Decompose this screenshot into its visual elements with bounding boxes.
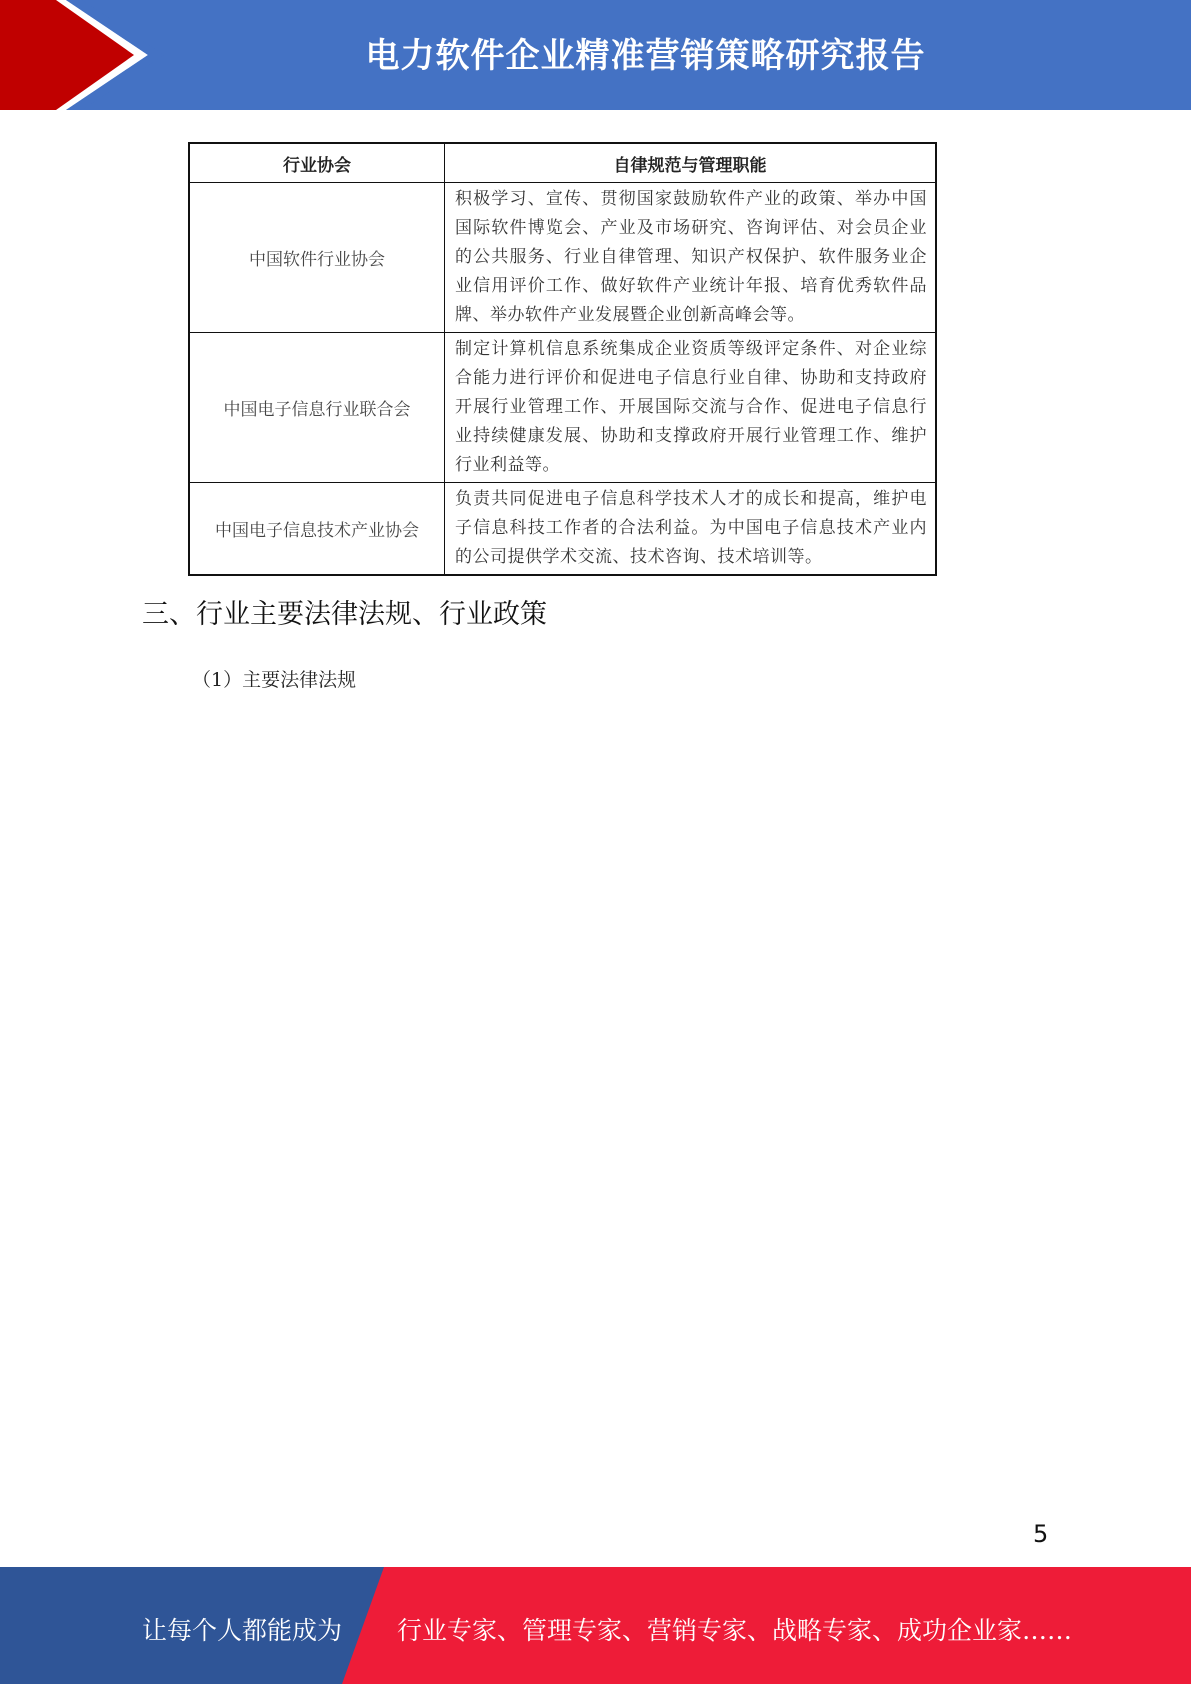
association-name: 中国软件行业协会 [189,183,445,333]
table-row [189,183,936,333]
association-table [188,142,937,576]
association-functions: 负责共同促进电子信息科学技术人才的成长和提高，维护电子信息科技工作者的合法利益。为中国电子信息技术产业内的公司提供学术交流、技术咨询、技术培训等。 [445,483,937,576]
association-name: 中国电子信息行业联合会 [189,333,445,483]
header-banner [0,0,1191,110]
page-number: 5 [1033,1520,1049,1548]
footer-slogan-right: 行业专家、管理专家、营销专家、战略专家、成功企业家…… [397,1616,1073,1645]
table-row [189,333,936,483]
column-header-association: 行业协会 [189,143,445,183]
report-title: 电力软件企业精准营销策略研究报告 [365,36,926,76]
column-header-functions: 自律规范与管理职能 [445,143,937,183]
subsection-heading: （1）主要法律法规 [192,669,357,691]
association-functions: 制定计算机信息系统集成企业资质等级评定条件、对企业综合能力进行评价和促进电子信息行业自律、协助和支持政府开展行业管理工作、开展国际交流与合作、促进电子信息行业持续健康发展、协助和支撑政府开展行业管理工作、维护行业利益等。 [445,333,937,483]
association-name: 中国电子信息技术产业协会 [189,483,445,576]
table-row [189,483,936,576]
table-header-row [189,143,936,183]
association-functions: 积极学习、宣传、贯彻国家鼓励软件产业的政策、举办中国国际软件博览会、产业及市场研究、咨询评估、对会员企业的公共服务、行业自律管理、知识产权保护、软件服务业企业信用评价工作、做好软件产业统计年报、培育优秀软件品牌、举办软件产业发展暨企业创新高峰会等。 [445,183,937,333]
footer-slogan-left: 让每个人都能成为 [142,1616,343,1645]
section-heading: 三、行业主要法律法规、行业政策 [142,599,547,630]
footer-banner [0,1567,1191,1684]
